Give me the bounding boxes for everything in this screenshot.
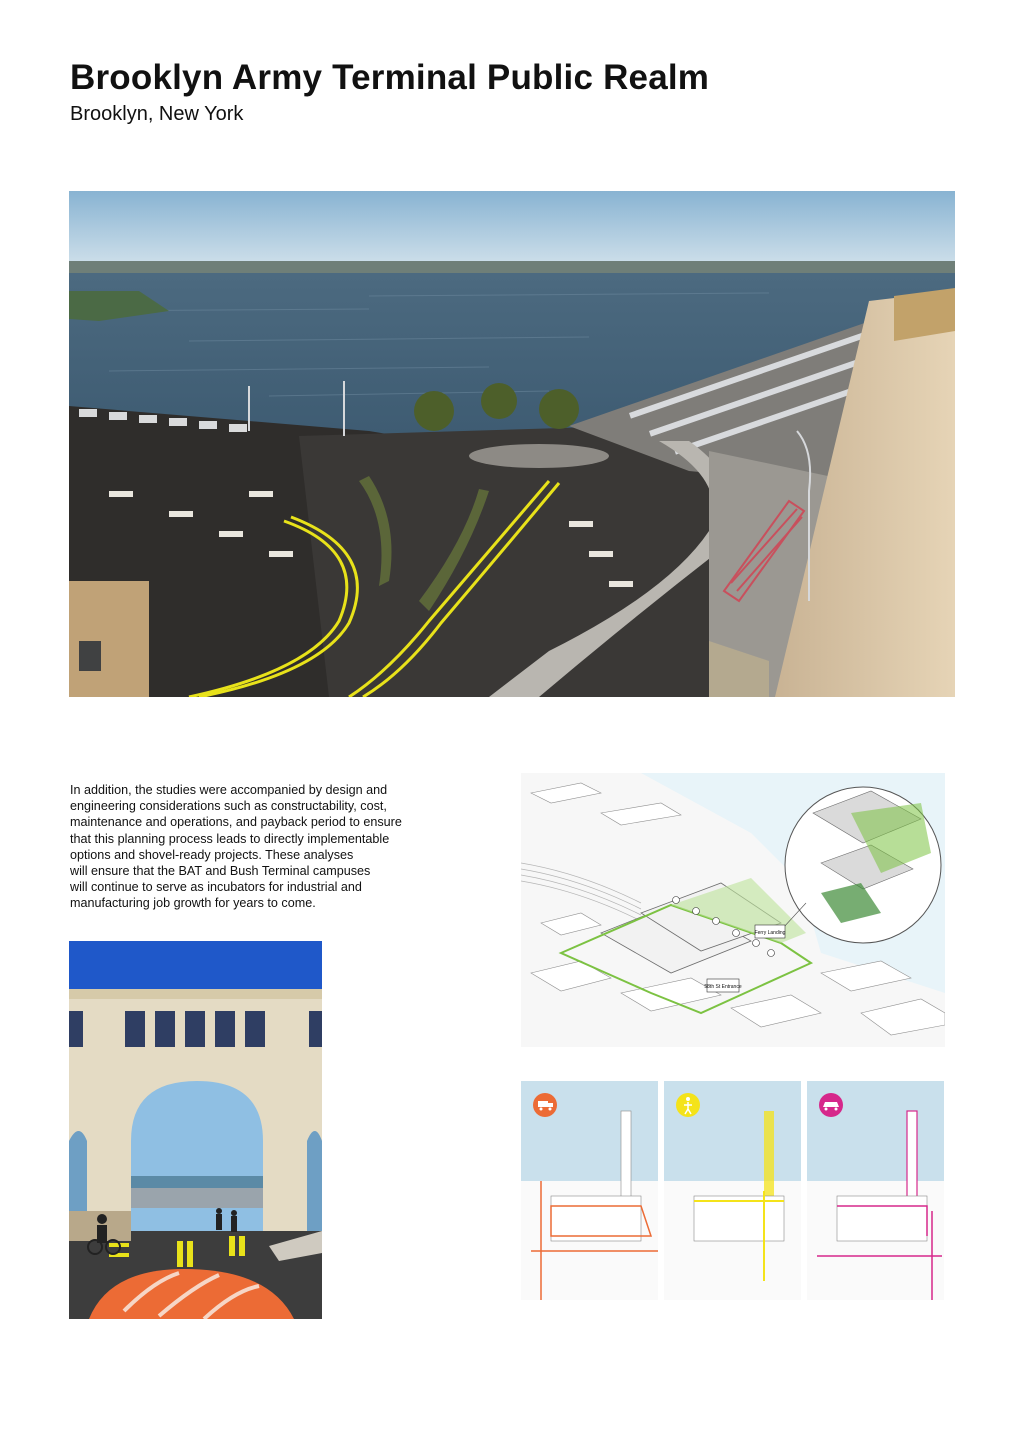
paragraph-line: will ensure that the BAT and Bush Terminal campuses [70,864,371,879]
page-subtitle: Brooklyn, New York [70,103,244,125]
axon-label-ferry: Ferry Landing [754,930,786,936]
description-paragraph [70,782,465,912]
circulation-diagrams [521,1081,945,1300]
pedestrian-icon [676,1093,700,1117]
paragraph-line: engineering considerations such as constructability, cost, [70,799,387,814]
paragraph-line: In addition, the studies were accompanied by design and [70,783,388,797]
paragraph-line: manufacturing job growth for years to come. [70,896,316,911]
axonometric-diagram [521,773,945,1047]
circulation-panel-cyclists [807,1081,944,1300]
paragraph-line: options and shovel-ready projects. These analyses [70,847,354,862]
axon-label-entrance: 58th St Entrance [704,984,742,990]
circulation-panel-pedestrians [664,1081,801,1300]
circulation-panel-vehicles [521,1081,658,1300]
hero-photo [69,191,955,697]
paragraph-line: that this planning process leads to directly implementable [70,831,390,846]
truck-icon [533,1093,557,1117]
page-title: Brooklyn Army Terminal Public Realm [70,58,710,97]
paragraph-line: will continue to serve as incubators for industrial and [70,880,362,895]
arch-photo [69,941,322,1319]
car-icon [819,1093,843,1117]
paragraph-line: maintenance and operations, and payback period to ensure [70,815,402,830]
